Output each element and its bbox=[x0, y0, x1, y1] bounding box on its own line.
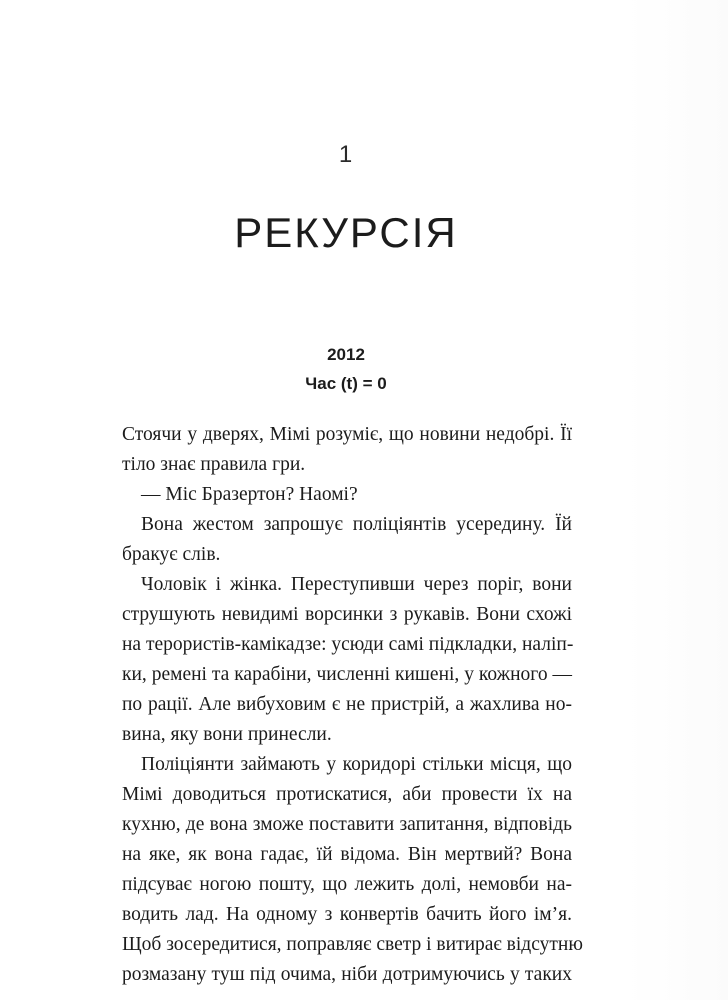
text-line: по рації. Але вибуховим є не пристрій, а жахлива но- bbox=[122, 694, 572, 715]
chapter-number: 1 bbox=[338, 141, 354, 168]
text-line: Мімі доводиться протискатися, аби провести їх на bbox=[122, 784, 572, 805]
text-line: підсуває ногою пошту, що лежить долі, немовби на- bbox=[122, 874, 572, 895]
text-line: тіло знає правила гри. bbox=[122, 454, 306, 475]
text-line: вина, яку вони принесли. bbox=[122, 724, 332, 745]
text-line: розмазану туш під очима, ніби дотримуючись у таких bbox=[122, 964, 572, 985]
chapter-title: РЕКУРСІЯ bbox=[234, 209, 458, 256]
text-line: на терористів-камікадзе: усюди самі підкладки, наліп- bbox=[122, 634, 574, 655]
section-time: Час (t) = 0 bbox=[305, 374, 387, 393]
text-line: Поліціянти займають у коридорі стільки місця, що bbox=[141, 754, 572, 775]
text-line: Чоловік і жінка. Переступивши через поріг, вони bbox=[141, 574, 572, 595]
text-line: бракує слів. bbox=[122, 544, 221, 565]
body-text bbox=[122, 420, 583, 990]
text-line: кухню, де вона зможе поставити запитання, відповідь bbox=[122, 814, 572, 835]
text-line: струшують невидимі ворсинки з рукавів. Вони схожі bbox=[122, 604, 572, 625]
text-line: — Міс Бразертон? Наомі? bbox=[141, 484, 358, 505]
text-line: ки, ремені та карабіни, численні кишені, у кожного — bbox=[122, 664, 572, 685]
text-line: Вона жестом запрошує поліціянтів усередину. Їй bbox=[141, 514, 572, 535]
text-line: водить лад. На одному з конвертів бачить його ім’я. bbox=[122, 904, 572, 925]
text-line: Стоячи у дверях, Мімі розуміє, що новини недобрі. Її bbox=[122, 424, 572, 445]
text-line: на яке, як вона гадає, їй відома. Він мертвий? Вона bbox=[122, 844, 572, 865]
text-line: Щоб зосередитися, поправляє светр і витирає відсутню bbox=[122, 934, 583, 955]
section-year: 2012 bbox=[327, 345, 365, 364]
